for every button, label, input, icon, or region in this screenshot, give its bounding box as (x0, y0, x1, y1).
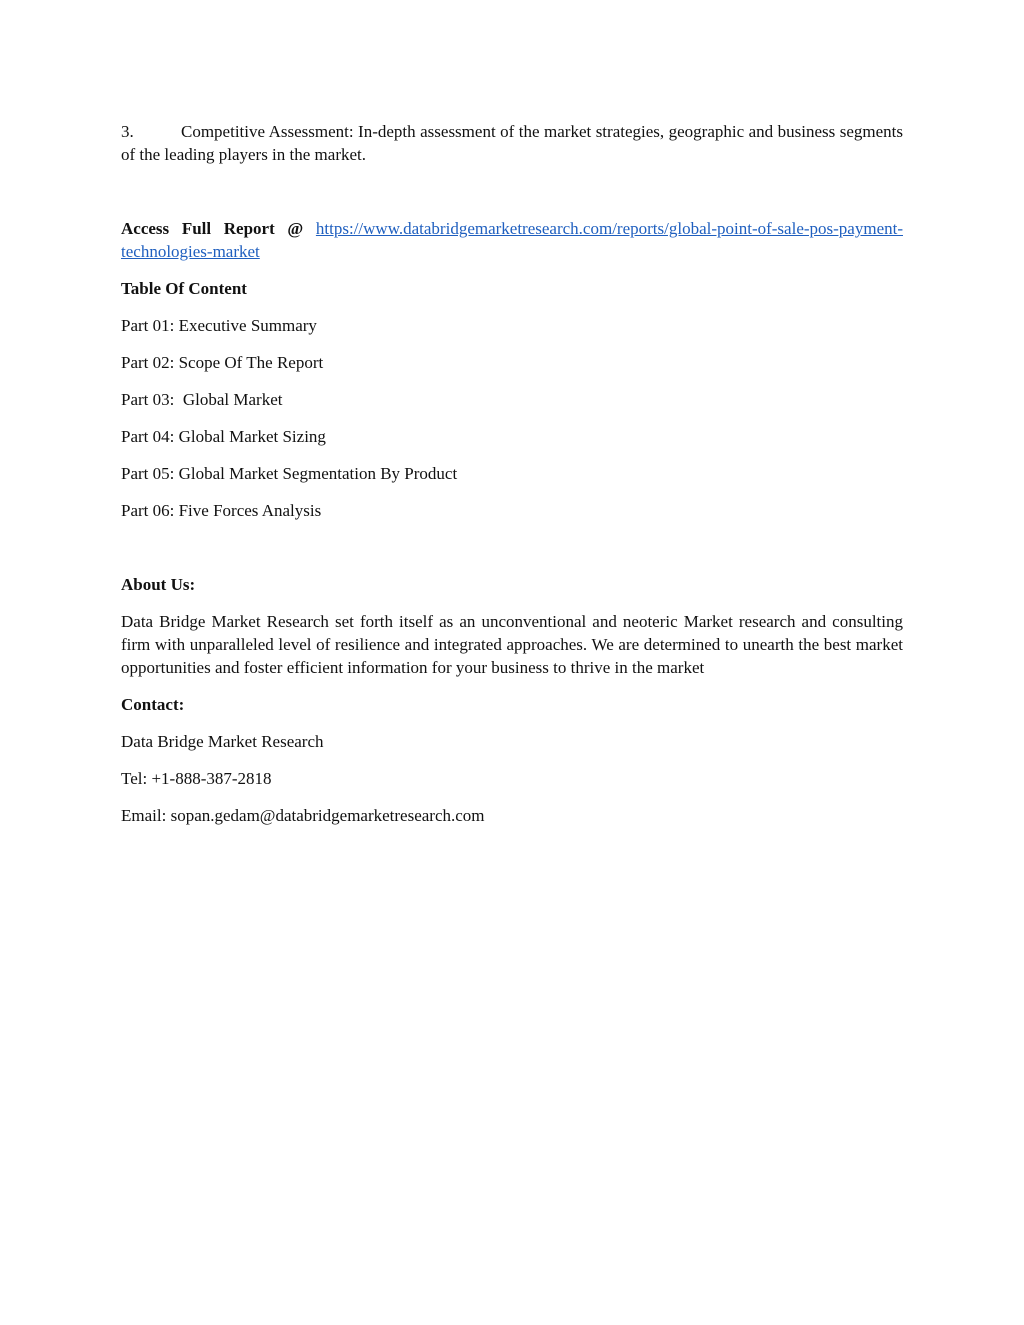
toc-heading: Table Of Content (121, 279, 247, 298)
contact-tel: Tel: +1-888-387-2818 (121, 769, 272, 788)
item-text: Competitive Assessment: In-depth assessment of the market strategies, geographic and business segments of the leading players in the market. (121, 122, 903, 164)
toc-item: Part 03: Global Market (121, 390, 283, 409)
access-label: Access Full Report @ (121, 219, 304, 238)
about-text: Data Bridge Market Research set forth itself as an unconventional and neoteric Market research and consulting firm with unparalleled level of resilience and integrated approaches. We are determined to unearth the best market opportunities and foster efficient information for your business to thrive in the market (121, 612, 903, 677)
toc-item: Part 05: Global Market Segmentation By Product (121, 464, 458, 483)
toc-item: Part 01: Executive Summary (121, 316, 317, 335)
contact-company: Data Bridge Market Research (121, 732, 324, 751)
report-link[interactable]: https://www.databridgemarketresearch.com/reports/global-point-of-sale-pos-payment-technologies-market (121, 219, 903, 261)
contact-heading: Contact: (121, 695, 185, 714)
toc-item: Part 02: Scope Of The Report (121, 353, 324, 372)
page-content (121, 120, 903, 827)
toc-list (121, 314, 903, 522)
toc-item: Part 06: Five Forces Analysis (121, 501, 322, 520)
contact-email: Email: sopan.gedam@databridgemarketresearch.com (121, 806, 485, 825)
about-heading: About Us: (121, 575, 196, 594)
competitive-assessment-item (121, 120, 903, 166)
toc-item: Part 04: Global Market Sizing (121, 427, 326, 446)
item-number: 3. (121, 122, 134, 141)
access-full-report (121, 217, 903, 263)
